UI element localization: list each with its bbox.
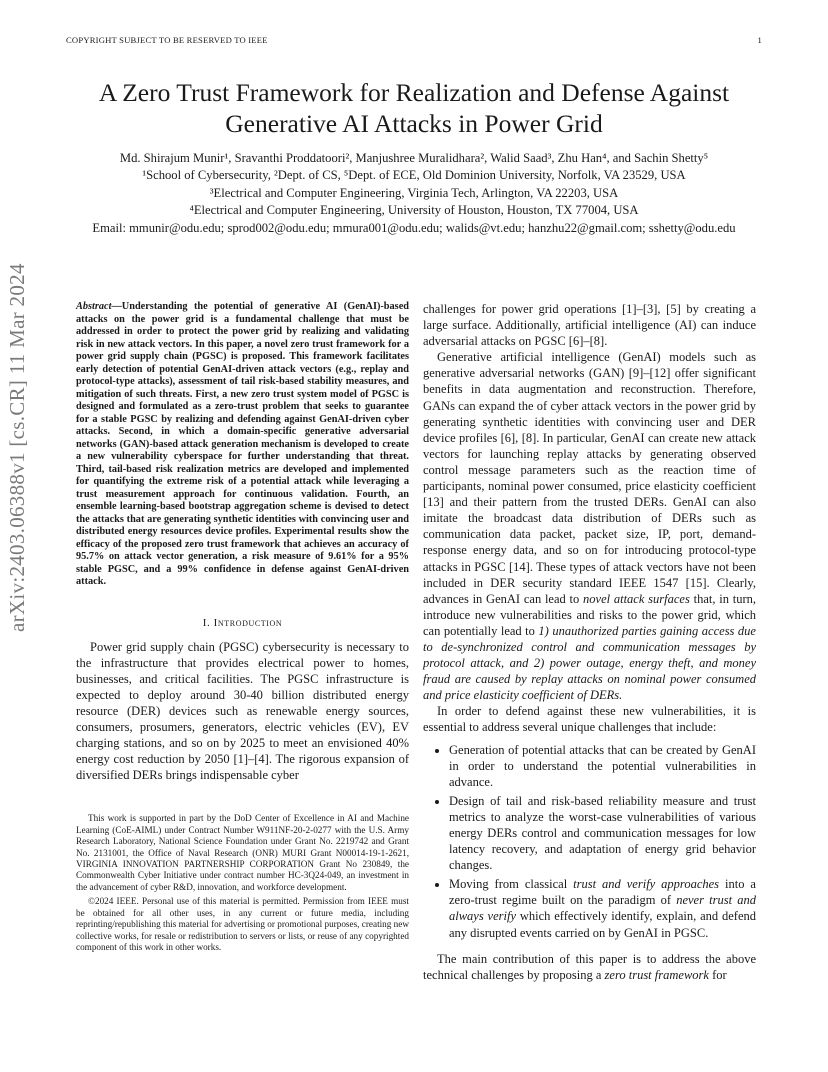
p2-emphasis-1: novel attack surfaces [583,591,690,606]
abstract-text: —Understanding the potential of generative AI (GenAI)-based attacks on the power grid is a fundamental challenge that must be addressed in order to protect the power grid by realizing and validating risk in new attack vectors. In this paper, a novel zero trust framework for a power grid supply chain (PGSC) is proposed. This framework facilitates early detection of potential GenAI-driven attack vectors (e.g., replay and protocol-type attacks), assessment of tail risk-based stability measures, and mitigation of such threats. First, a new zero trust system model of PGSC is designed and formulated as a zero-trust problem that seeks to guarantee for a stable PGSC by realizing and defending against GenAI-driven cyber attacks. Second, in which a domain-specific generative adversarial networks (GAN)-based attack generation mechanism is developed to create a new vulnerability cyberspace for further understanding that threat. Third, tail-based risk realization metrics are developed and implemented for quantifying the extreme risk of a potential attack while leveraging a trust measurement approach for continuous validation. Fourth, an ensemble learning-based bootstrap aggregation scheme is devised to detect the attacks that are generating synthetic identities with convincing user and distributed energy resources device profiles. Experimental results show the efficacy of the proposed zero trust framework that achieves an accuracy of 95.7% on attack vector generation, a risk measure of 9.61% for a 95% stable PGSC, and a 99% confidence in defense against GenAI-driven attack. [76,301,409,587]
arxiv-stamp[interactable]: arXiv:2403.06388v1 [cs.CR] 11 Mar 2024 [5,263,29,632]
section-number: I. [202,616,211,629]
challenge-list [423,742,756,941]
p2-mid: that, in turn, introduce new vulnerabilities and risks to the power grid, which can potentially lead to [423,591,756,638]
list-item-emphasis: trust and verify approaches [573,877,720,892]
paper-title: A Zero Trust Framework for Realization and Defense Against Generative AI Attacks in Power Grid [98,78,730,138]
section-heading-introduction [76,615,409,631]
list-item: • Generation of potential attacks that can be created by GenAI in order to understand the potential vulnerabilities in advance. [449,742,756,790]
right-column [423,301,756,983]
list-item-emphasis: never trust and always verify [449,893,757,924]
abstract-lead: Abstract [76,301,112,312]
list-item-text: Moving from classical [449,877,574,892]
list-item-text: which effectively identify, explain, and defend any disrupted events carried on by GenAI in PGSC. [449,909,756,940]
affiliation-2: ³Electrical and Computer Engineering, Virginia Tech, Arlington, VA 22203, USA [209,185,619,200]
running-head [66,35,762,45]
author-names: Md. Shirajum Munir¹, Sravanthi Proddatoori², Manjushree Muralidhara², Walid Saad³, Zhu Han⁴, and Sachin Shetty⁵ [119,151,709,165]
author-emails[interactable]: Email: mmunir@odu.edu; sprod002@odu.edu; mmura001@odu.edu; walids@vt.edu; hanzhu22@gmail.com; sshetty@odu.edu [92,220,736,235]
right-paragraph-1: challenges for power grid operations [1]–[3], [5] by creating a large surface. Additionally, artificial intelligence (AI) can induce adversarial attacks on PGSC [6]–[8]. [423,302,756,349]
right-paragraph-3: In order to defend against these new vulnerabilities, it is essential to address several unique challenges that include: [423,704,756,735]
abstract [76,301,409,589]
list-item [449,876,756,940]
p2-emphasis-2: 1) unauthorized parties gaining access due to de-synchronized control and communication messages by protocol attack, and 2) power outage, energy theft, and money fraud are caused by replay attacks on nominal power consumed and price elasticity coefficient of DERs. [423,623,756,703]
funding-footnote: This work is supported in part by the DoD Center of Excellence in AI and Machine Learning (CoE-AIML) under Contract Number W911NF-20-2-0277 with the U.S. Army Research Laboratory, National Science Foundation under Grant No. 2219742 and Grant No. 2131001, the Office of Naval Research (ONR) MURI Grant N00014-19-1-2621, VIRGINIA INNOVATION PARTNERSHIP CORPORATION Grant No 230849, the Commonwealth Cyber Initiative under contract number HC-3Q24-049, an investment in the advancement of cyber R&D, innovation, and workforce development. [76,813,409,892]
author-block [40,150,788,237]
list-item: • Design of tail and risk-based reliability measure and trust metrics to analyze the worst-case vulnerabilities of various energy DERs control and communication messages for low latency recovery, and adaptation of energy grid behavior changes. [449,793,756,873]
section-title: Introduction [213,616,283,629]
copyright-footnote: ©2024 IEEE. Personal use of this material is permitted. Permission from IEEE must be obtained for all other uses, in any current or future media, including reprinting/republishing this material for advertising or promotional purposes, creating new collective works, for resale or redistribution to servers or lists, or reuse of any copyrighted component of this work in other works. [76,896,409,952]
intro-paragraph-1: Power grid supply chain (PGSC) cybersecurity is necessary to the infrastructure that provides electrical power to homes, businesses, and critical facilities. The PGSC infrastructure is expected to deploy around 30-40 billion distributed energy resource (DER) devices such as renewable energy sources, consumers, prosumers, generators, electric vehicles (EV), EV charging stations, and so on by 2025 to meet an envisioned 40% energy cost reduction by 2050 [1]–[4]. The rigorous expansion of diversified DERs brings indispensable cyber [76,639,409,783]
affiliation-3: ⁴Electrical and Computer Engineering, University of Houston, Houston, TX 77004, USA [189,203,639,218]
p4-emphasis: zero trust framework [604,967,709,982]
footnotes [76,813,409,953]
affiliation-1: ¹School of Cybersecurity, ²Dept. of CS, ⁵Dept. of ECE, Old Dominion University, Norfolk, VA 23529, USA [142,168,686,183]
list-item-text: into a zero-trust regime built on the paradigm of [449,877,756,908]
p4-text: The main contribution of this paper is to address the above technical challenges by proposing a [423,951,756,982]
right-paragraph-2 [423,349,756,703]
p2-text: Generative artificial intelligence (GenAI) models such as generative adversarial networks (GAN) [9]–[12] offer significant benefits in data augmentation and reconstruction. Therefore, GANs can expand the of cyber attack vectors in the power grid by generating synthetic identities with convincing user and DER device profiles [6], [8]. In particular, GenAI can create new attack vectors for launching replay attacks by generating observed control message parameters such as the reaction time of participants, nominal power consumed, price elasticity coefficient [13] and their pattern from the trusted DERs. GenAI can also imitate the broadcast data distribution of DERs such as communication data packet, packet size, IP, port, demand-response energy data, and so on for introducing protocol-type attacks in PGSC [14]. These types of attack vectors have not been included in DER security standard IEEE 1547 [15]. Clearly, advances in GenAI can lead to [423,350,756,606]
p4-tail: for [708,967,727,982]
left-column [76,301,409,956]
copyright-header: COPYRIGHT SUBJECT TO BE RESERVED TO IEEE [66,35,268,45]
page-number: 1 [757,35,762,45]
right-paragraph-4 [423,951,756,983]
